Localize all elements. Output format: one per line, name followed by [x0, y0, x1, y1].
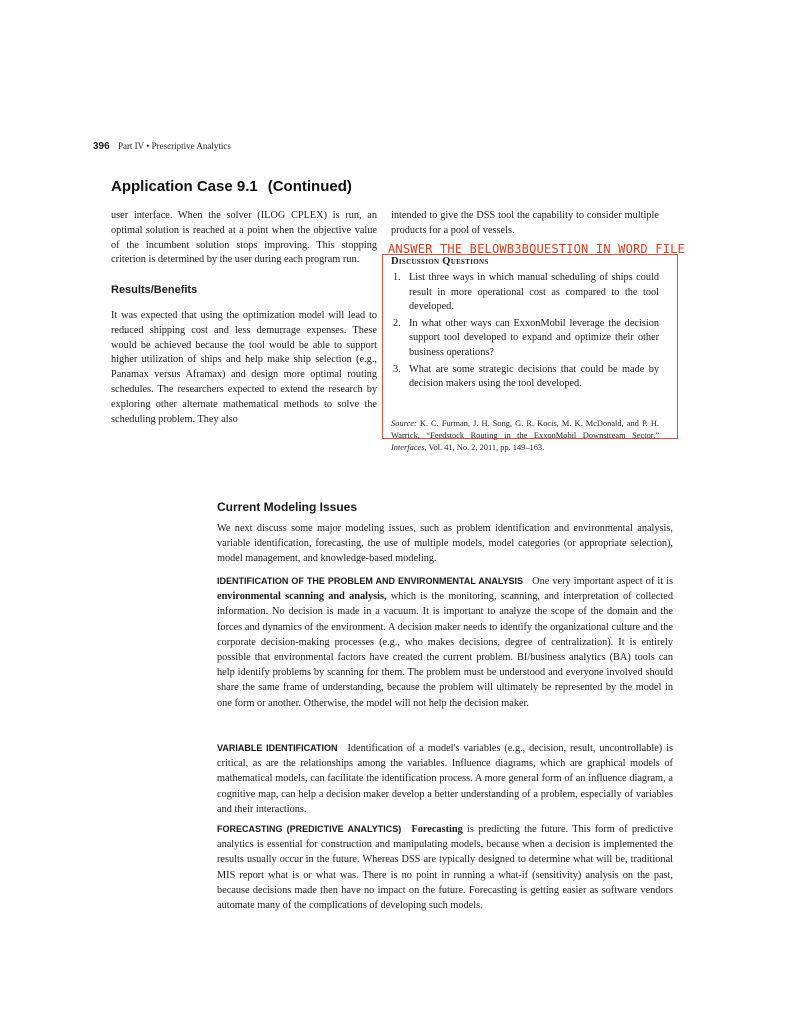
case-continued-text: (Continued) — [267, 178, 352, 195]
question-text: What are some strategic decisions that could be made by decision makers using the tool developed. — [409, 363, 659, 390]
source-journal: Interfaces, — [391, 443, 427, 452]
question-number: 3. — [393, 363, 401, 375]
variable-body: Identification of a model's variables (e.g., decision, result, uncontrollable) is critical, as are the relationships among the variables. Influence diagrams, which are graphical models of mathematical models, can facilitate the identification process. A more general form of an influence diagram, a cognitive map, can help a decision maker develop a better understanding of a problem, especially of variables and their interactions. — [217, 743, 674, 815]
forecasting-paragraph — [217, 822, 673, 913]
discussion-question — [391, 317, 659, 361]
discussion-questions-title: Discussion Questions — [391, 256, 489, 267]
question-number: 1. — [393, 272, 401, 283]
variable-paragraph — [217, 741, 673, 817]
running-header — [93, 141, 231, 152]
identification-heading: IDENTIFICATION OF THE PROBLEM AND ENVIRONMENTAL ANALYSIS — [217, 576, 524, 586]
case-right-column — [391, 209, 659, 239]
source-citation — [391, 418, 659, 454]
right-paragraph-1: intended to give the DSS tool the capability to consider multiple products for a pool of vessels. — [391, 210, 659, 236]
intro-paragraph — [217, 521, 673, 567]
source-details: Vol. 41, No. 2, 2011, pp. 149–163. — [428, 443, 545, 452]
left-paragraph-2: It was expected that using the optimization model will lead to reduced shipping cost and less demurrage expenses. These would be achieved because the tool would be able to support higher utilization of ships and help make ship selection (e.g., Panamax versus Aframax) and design more optimal routing schedules. The researchers expected to extend the research by exploring other alternate mathematical methods to solve the scheduling problem. They also — [111, 309, 377, 425]
section-title: Current Modeling Issues — [217, 500, 358, 514]
identification-paragraph — [217, 574, 673, 711]
identification-lead: One very important aspect of it is — [532, 576, 674, 587]
source-authors: K. C. Furman, J. H. Song, G. R. Kocis, M. K. McDonald, and P. H. Warrick, “Feedstock Routing in the ExxonMobil Downstream Sector,” — [391, 419, 659, 440]
forecasting-keyword: Forecasting — [411, 824, 463, 835]
case-left-column — [111, 209, 377, 427]
case-title-text: Application Case 9.1 — [111, 178, 258, 195]
forecasting-body: is predicting the future. This form of predictive analytics is essential for construction and manipulating models, because when a decision is implemented the results usually occur in the future. Whereas DSS are typically designed to determine what will be, traditional MIS report what is or what was. There is no point in running a what-if (sensitivity) analysis on the past, because decisions made then have no impact on the future. Forecasting is getting easier as software vendors automate many of the complications of developing such models. — [217, 824, 674, 912]
identification-body: which is the monitoring, scanning, and interpretation of collected information. No decision is made in a vacuum. It is important to analyze the scope of the domain and the forces and dynamics of the environment. A decision maker needs to identify the organizational culture and the corporate decision-making processes (e.g., who makes decisions, degree of centralization). It is entirely possible that environmental factors have created the current problem. BI/business analytics (BA) tools can help identify problems by scanning for them. The problem must be understood and everyone involved should share the same frame of understanding, because the problem will ultimately be represented by the model in one form or another. Otherwise, the model will not help the decision maker. — [217, 591, 673, 709]
question-number: 2. — [393, 317, 401, 329]
discussion-question — [391, 363, 659, 392]
application-case-title — [111, 178, 352, 195]
question-text: List three ways in which manual scheduling of ships could result in more operational cost as compared to the tool developed. — [409, 272, 659, 313]
page-number: 396 — [93, 141, 110, 152]
source-prefix: Source: — [391, 419, 417, 428]
identification-keyword: environmental scanning and analysis, — [217, 591, 387, 603]
question-text: In what other ways can ExxonMobil leverage the decision support tool developed to expand and optimize their other business operations? — [409, 317, 659, 358]
intro-text: We next discuss some major modeling issues, such as problem identification and environmental analysis, variable identification, forecasting, the use of multiple models, model categories (or appropriate selection), model management, and knowledge-based modeling. — [217, 523, 673, 565]
results-heading: Results/Benefits — [111, 284, 198, 297]
running-title: Part IV • Prescriptive Analytics — [117, 141, 231, 151]
variable-heading: VARIABLE IDENTIFICATION — [217, 743, 338, 753]
left-paragraph-1: user interface. When the solver (ILOG CPLEX) is run, an optimal solution is reached at a point when the objective value of the incumbent solution stops improving. This stopping criterion is determined by the user during each program run. — [111, 210, 377, 266]
forecasting-heading: FORECASTING (PREDICTIVE ANALYTICS) — [217, 824, 402, 834]
discussion-questions-list — [391, 271, 659, 394]
annotation-instruction: ANSWER THE BELOWB3BQUESTION IN WORD FILE — [388, 242, 685, 256]
discussion-question — [391, 271, 659, 315]
